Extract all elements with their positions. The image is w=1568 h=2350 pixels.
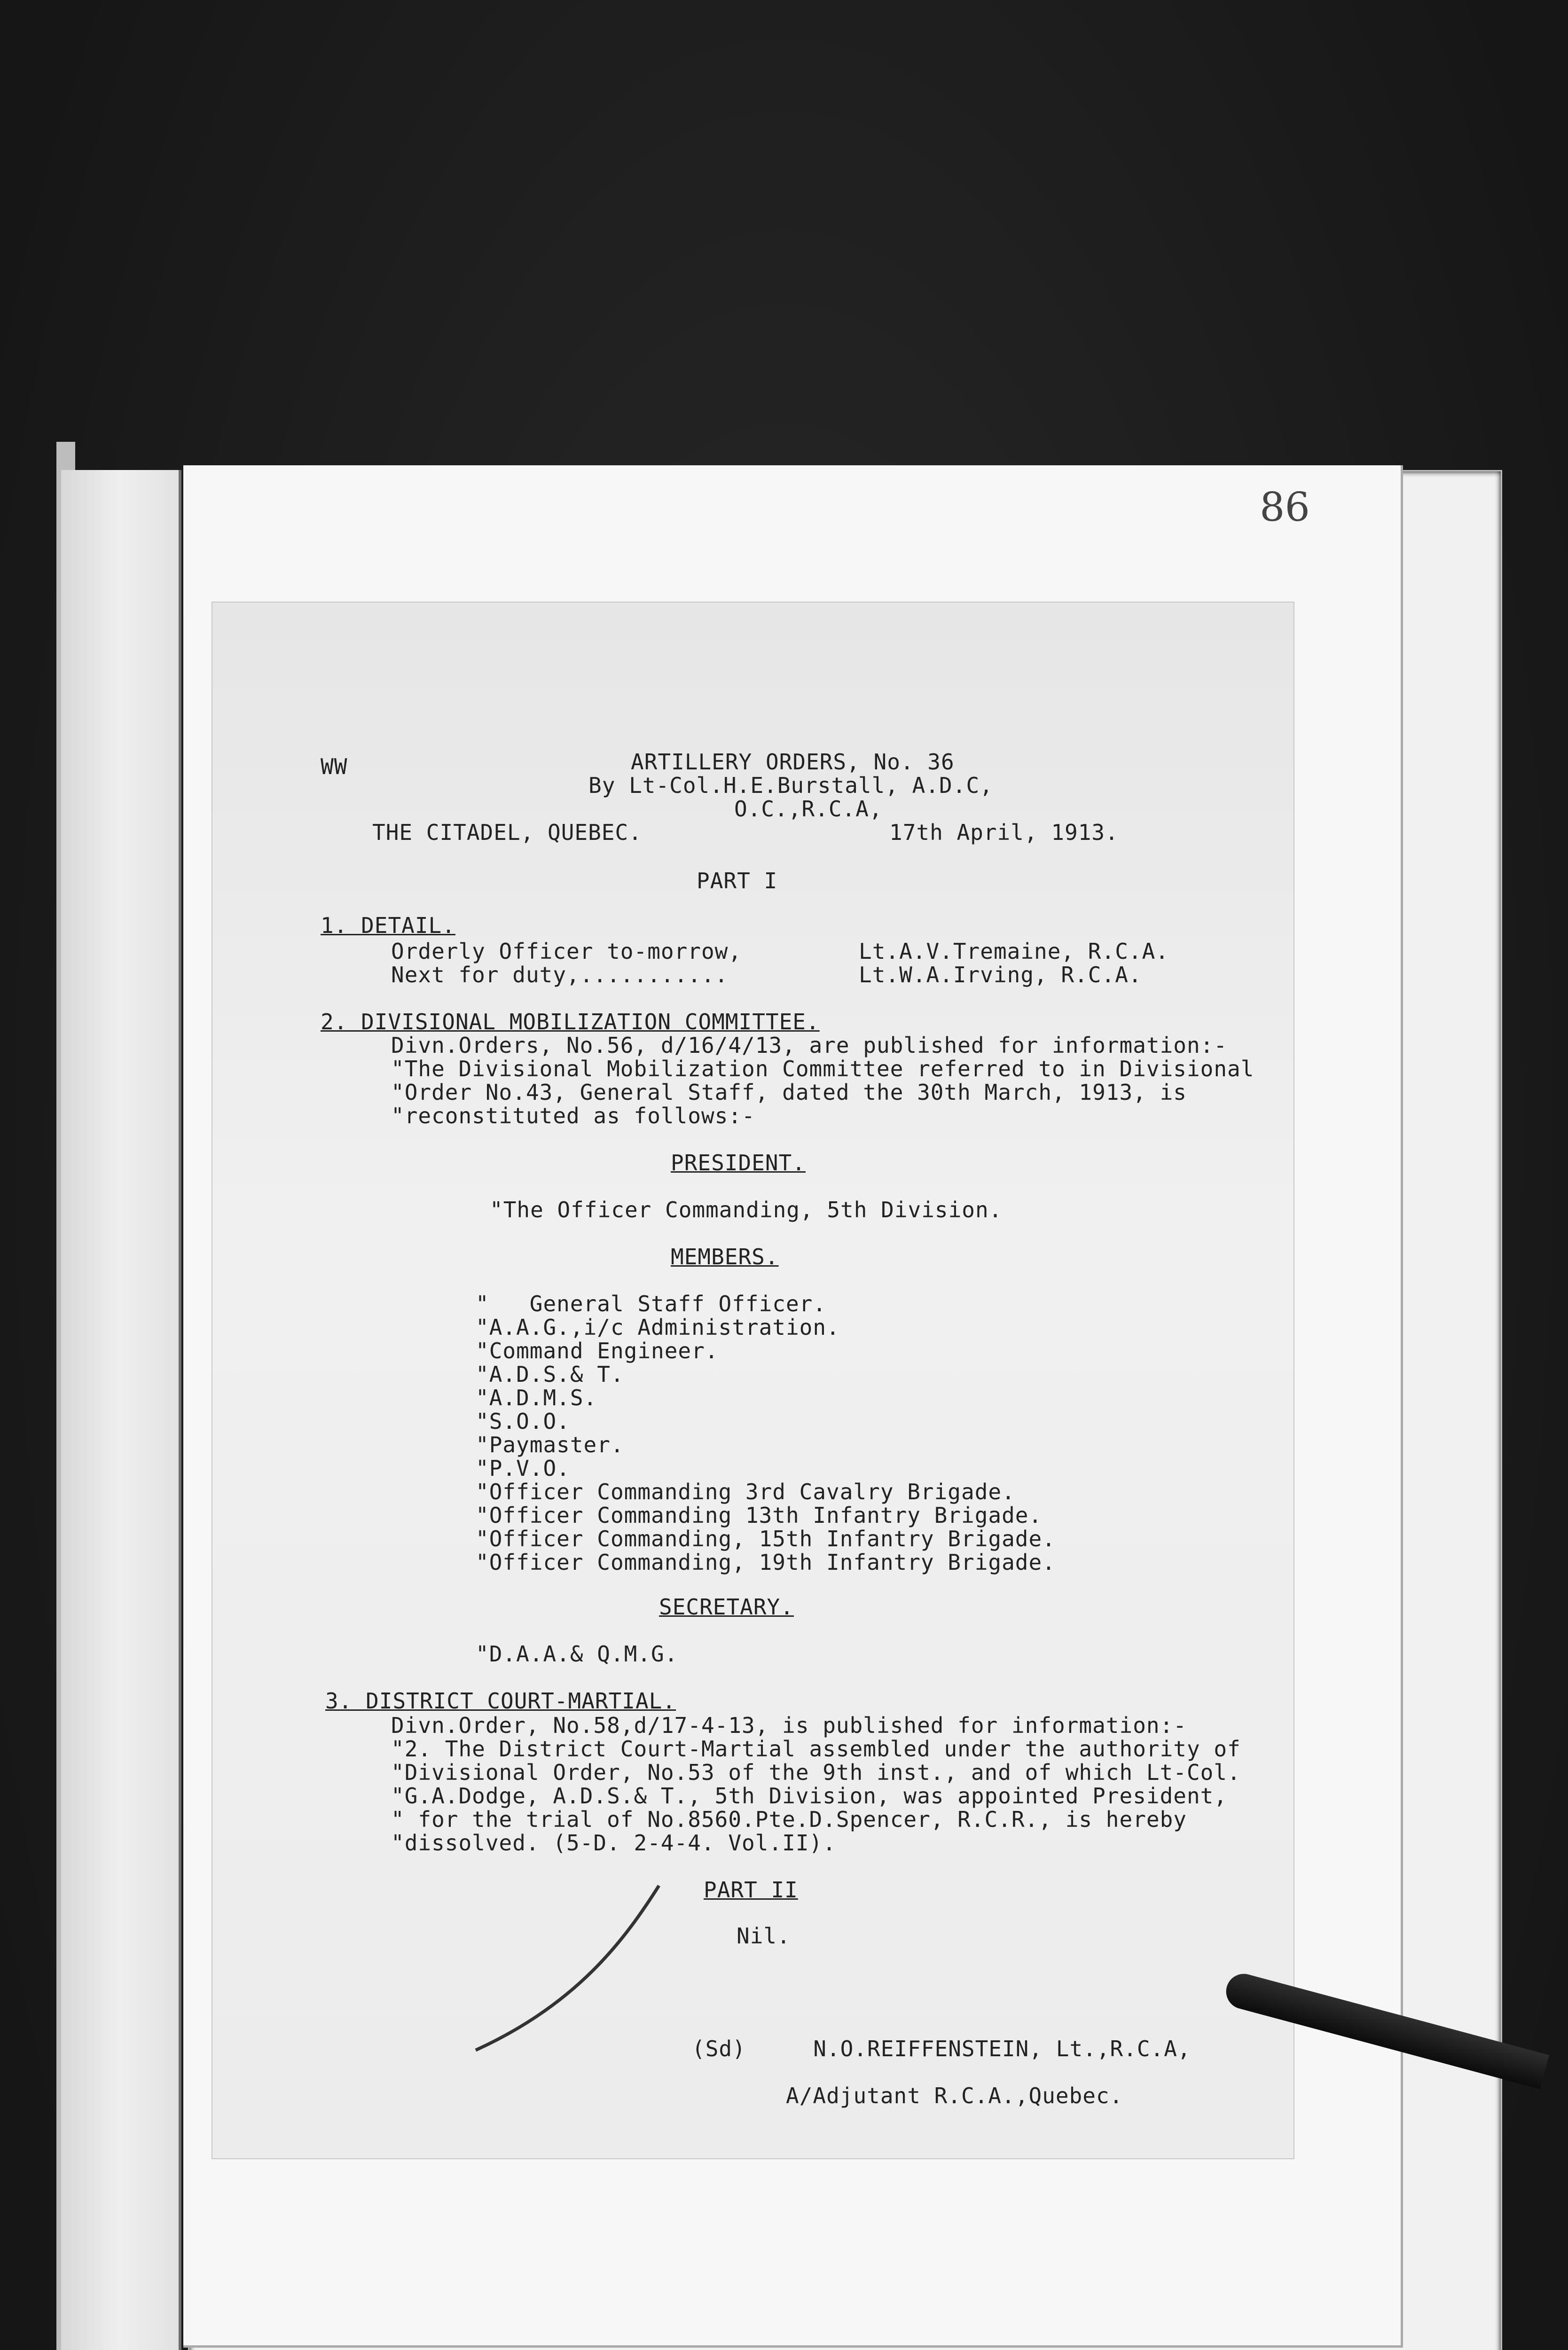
date: 17th April, 1913.: [889, 820, 1119, 845]
court-martial-line: "2. The District Court-Martial assembled under the authority of: [391, 1736, 1241, 1762]
item-detail-heading: 1. DETAIL.: [321, 913, 455, 938]
orders-issuer: By Lt-Col.H.E.Burstall, A.D.C,: [588, 773, 993, 798]
member-item: "Officer Commanding 13th Infantry Brigade.: [476, 1503, 1043, 1528]
item-court-martial-heading: 3. DISTRICT COURT-MARTIAL.: [325, 1688, 676, 1714]
part-one-heading: PART I: [697, 868, 778, 893]
mobilization-line: "The Divisional Mobilization Committee referred to in Divisional: [391, 1056, 1254, 1081]
member-item: " General Staff Officer.: [476, 1291, 827, 1316]
orders-issuer-rank: O.C.,R.C.A,: [734, 796, 883, 822]
member-item: "Command Engineer.: [476, 1338, 719, 1363]
member-item: "Officer Commanding, 15th Infantry Brigade.: [476, 1526, 1056, 1551]
court-martial-line: "G.A.Dodge, A.D.S.& T., 5th Division, was appointed President,: [391, 1783, 1228, 1809]
member-item: "Officer Commanding, 19th Infantry Brigade.: [476, 1550, 1056, 1575]
members-heading: MEMBERS.: [671, 1244, 779, 1269]
court-martial-line: Divn.Order, No.58,d/17-4-13, is published for information:-: [391, 1713, 1187, 1738]
ww-marker: WW: [321, 754, 348, 779]
member-item: "P.V.O.: [476, 1456, 570, 1481]
part-two-heading: PART II: [704, 1877, 798, 1903]
orderly-officer-label: Orderly Officer to-morrow,: [391, 939, 742, 964]
nil-text: Nil.: [737, 1923, 791, 1949]
member-item: "Officer Commanding 3rd Cavalry Brigade.: [476, 1479, 1015, 1504]
member-item: "Paymaster.: [476, 1432, 624, 1457]
pencil-stroke: [471, 1881, 668, 2060]
left-page-edge: [61, 470, 181, 2350]
court-martial-line: "Divisional Order, No.53 of the 9th inst., and of which Lt-Col.: [391, 1760, 1241, 1785]
mobilization-line: "Order No.43, General Staff, dated the 30th March, 1913, is: [391, 1080, 1187, 1105]
court-martial-line: "dissolved. (5-D. 2-4-4. Vol.II).: [391, 1830, 836, 1856]
member-item: "S.O.O.: [476, 1409, 570, 1434]
member-item: "A.A.G.,i/c Administration.: [476, 1315, 840, 1340]
orders-title: ARTILLERY ORDERS, No. 36: [631, 749, 955, 775]
signature-line: (Sd) N.O.REIFFENSTEIN, Lt.,R.C.A,: [692, 2036, 1191, 2061]
mobilization-line: Divn.Orders, No.56, d/16/4/13, are published for information:-: [391, 1033, 1228, 1058]
mobilization-line: "reconstituted as follows:-: [391, 1103, 755, 1128]
president-name: "The Officer Commanding, 5th Division.: [490, 1197, 1003, 1222]
court-martial-line: " for the trial of No.8560.Pte.D.Spencer, R.C.R., is hereby: [391, 1807, 1187, 1832]
orderly-officer-name: Lt.A.V.Tremaine, R.C.A.: [859, 939, 1169, 964]
member-item: "A.D.S.& T.: [476, 1362, 624, 1387]
member-item: "A.D.M.S.: [476, 1385, 597, 1410]
next-duty-label: Next for duty,...........: [391, 962, 729, 987]
typed-order-sheet: [212, 602, 1294, 2159]
secretary-name: "D.A.A.& Q.M.G.: [476, 1641, 678, 1667]
president-heading: PRESIDENT.: [671, 1150, 806, 1175]
page-number: 86: [1260, 484, 1310, 530]
secretary-heading: SECRETARY.: [659, 1594, 794, 1620]
item-mobilization-heading: 2. DIVISIONAL MOBILIZATION COMMITTEE.: [321, 1009, 820, 1034]
signature-title: A/Adjutant R.C.A.,Quebec.: [786, 2083, 1123, 2108]
next-duty-name: Lt.W.A.Irving, R.C.A.: [859, 962, 1142, 987]
place: THE CITADEL, QUEBEC.: [372, 820, 642, 845]
